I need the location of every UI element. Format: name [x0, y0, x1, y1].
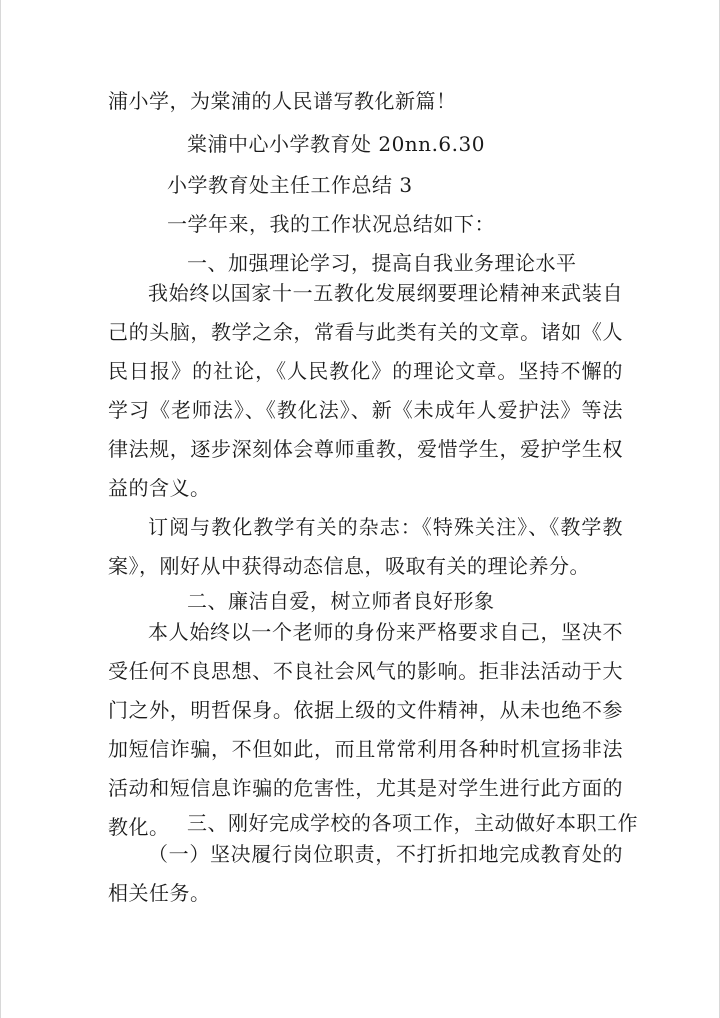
section-3-heading: 三、刚好完成学校的各项工作，主动做好本职工作 — [187, 811, 638, 835]
signature-line: 棠浦中心小学教育处 20nn.6.30 — [187, 132, 485, 156]
document-title: 小学教育处主任工作总结 3 — [167, 173, 413, 197]
page-border-left — [0, 0, 1, 1018]
section-3-subsection-1: （一）坚决履行岗位职责，不打折扣地完成教育处的相关任务。 — [108, 842, 623, 905]
section-2-paragraph-1: 本人始终以一个老师的身份来严格要求自己，坚决不受任何不良思想、不良社会风气的影响。拒非法活动于大门之外，明哲保身。依据上级的文件精神，从未也绝不参加短信诈骗，不但如此，而且常常利用各种时机宣扬非法活动和短信息诈骗的危害性，尤其是对学生进行此方面的教化。 — [108, 620, 623, 839]
continuation-line: 浦小学，为棠浦的人民谱写教化新篇！ — [108, 89, 457, 113]
section-1-paragraph-2: 订阅与教化教学有关的杂志：《特殊关注》、《教学教案》，刚好从中获得动态信息，吸取有关的理论养分。 — [108, 515, 623, 578]
intro-line: 一学年来，我的工作状况总结如下： — [167, 212, 495, 236]
section-1-paragraph-1: 我始终以国家十一五教化发展纲要理论精神来武装自己的头脑，教学之余，常看与此类有关的文章。诸如《人民日报》的社论，《人民教化》的理论文章。坚持不懈的学习《老师法》、《教化法》、新《未成年人爱护法》等法律法规，逐步深刻体会尊师重教，爱惜学生，爱护学生权益的含义。 — [108, 281, 623, 500]
section-2-heading: 二、廉洁自爱，树立师者良好形象 — [187, 589, 495, 613]
section-1-heading: 一、加强理论学习，提高自我业务理论水平 — [187, 251, 577, 275]
